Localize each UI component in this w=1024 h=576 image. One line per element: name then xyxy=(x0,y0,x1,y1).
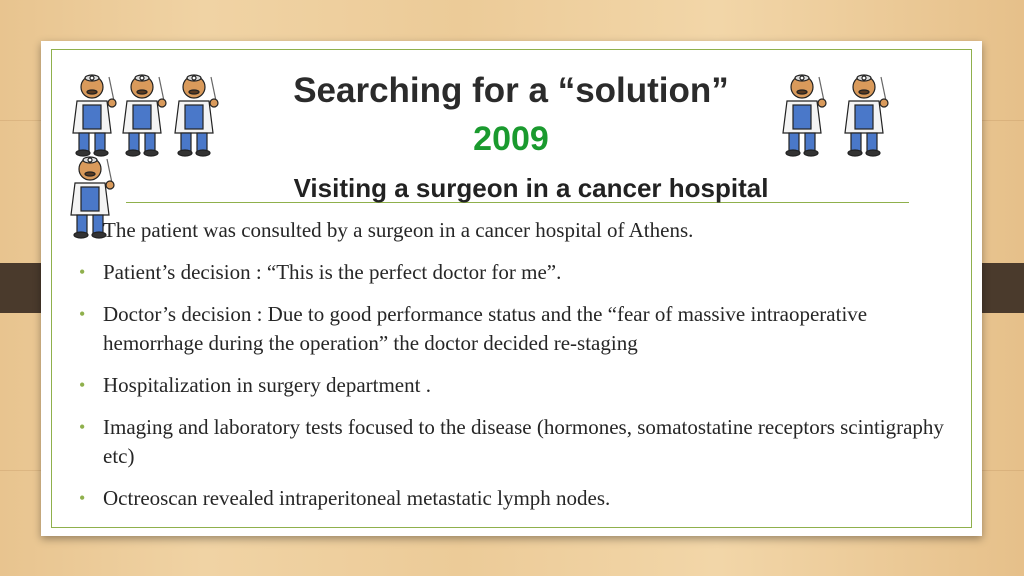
list-item xyxy=(77,258,957,287)
bullet-list xyxy=(77,216,957,526)
bullet-dot-icon: • xyxy=(79,262,86,282)
doctor-cartoon-icon xyxy=(837,71,891,157)
doctor-cartoon-icon xyxy=(65,71,119,157)
bullet-dot-icon: • xyxy=(79,304,86,324)
doctor-cartoon-icon xyxy=(775,71,829,157)
list-item xyxy=(77,413,957,471)
slide-title: Searching for a “solution” xyxy=(293,71,729,110)
bullet-text: Imaging and laboratory tests focused to the disease (hormones, somatostatine receptors scintigraphy etc) xyxy=(103,415,944,468)
slide-subtitle: Visiting a surgeon in a cancer hospital xyxy=(293,173,769,203)
bullet-dot-icon: • xyxy=(79,375,86,395)
doctor-cartoon-icon xyxy=(115,71,169,157)
list-item xyxy=(77,216,957,245)
list-item xyxy=(77,371,957,400)
list-item xyxy=(77,300,957,358)
slide-year: 2009 xyxy=(473,120,549,158)
slide-canvas xyxy=(41,41,982,536)
bullet-dot-icon: • xyxy=(79,417,86,437)
bullet-text: The patient was consulted by a surgeon in a cancer hospital of Athens. xyxy=(103,218,694,242)
bullet-text: Octreoscan revealed intraperitoneal metastatic lymph nodes. xyxy=(103,486,611,510)
bullet-text: Hospitalization in surgery department . xyxy=(103,373,431,397)
bullet-text: Doctor’s decision : Due to good performance status and the “fear of massive intraoperative hemorrhage during the operation” the doctor decided re-staging xyxy=(103,302,868,355)
list-item xyxy=(77,484,957,513)
bullet-dot-icon: • xyxy=(79,488,86,508)
doctor-cartoon-icon xyxy=(167,71,221,157)
bullet-text: Patient’s decision : “This is the perfect doctor for me”. xyxy=(103,260,562,284)
